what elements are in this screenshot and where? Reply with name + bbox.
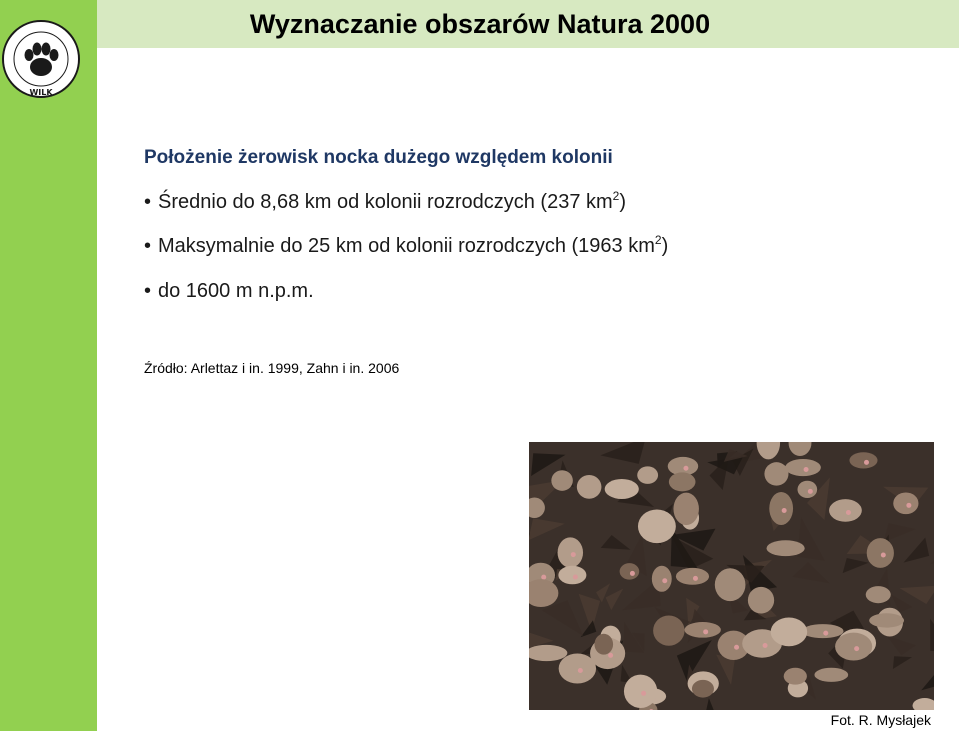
bullet-suffix: ) [661,235,669,257]
bat-colony-photo [529,442,934,710]
bullet-item [144,189,626,215]
source-citation: Źródło: Arlettaz i in. 1999, Zahn i in. 2006 [144,360,400,376]
bullet-marker: • [144,280,152,302]
bullet-item [144,278,314,304]
page-title: Wyznaczanie obszarów Natura 2000 [249,9,711,39]
bullet-marker: • [144,235,152,257]
superscript: 2 [654,233,662,247]
bullet-text: Średnio do 8,68 km od kolonii rozrodczych (237 km [158,191,613,213]
bullet-item [144,233,668,259]
bullet-marker: • [144,191,152,213]
photo-credit: Fot. R. Mysłajek [830,712,931,728]
wilk-logo [1,11,81,103]
left-sidebar-band [0,0,97,731]
bullet-text: Maksymalnie do 25 km od kolonii rozrodczych (1963 km [158,235,655,257]
slide-subtitle: Położenie żerowisk nocka dużego względem kolonii [144,147,613,168]
superscript: 2 [612,189,620,203]
bullet-text: do 1600 m n.p.m. [158,280,314,302]
bullet-suffix: ) [619,191,627,213]
svg-text:WILK: WILK [29,88,53,97]
